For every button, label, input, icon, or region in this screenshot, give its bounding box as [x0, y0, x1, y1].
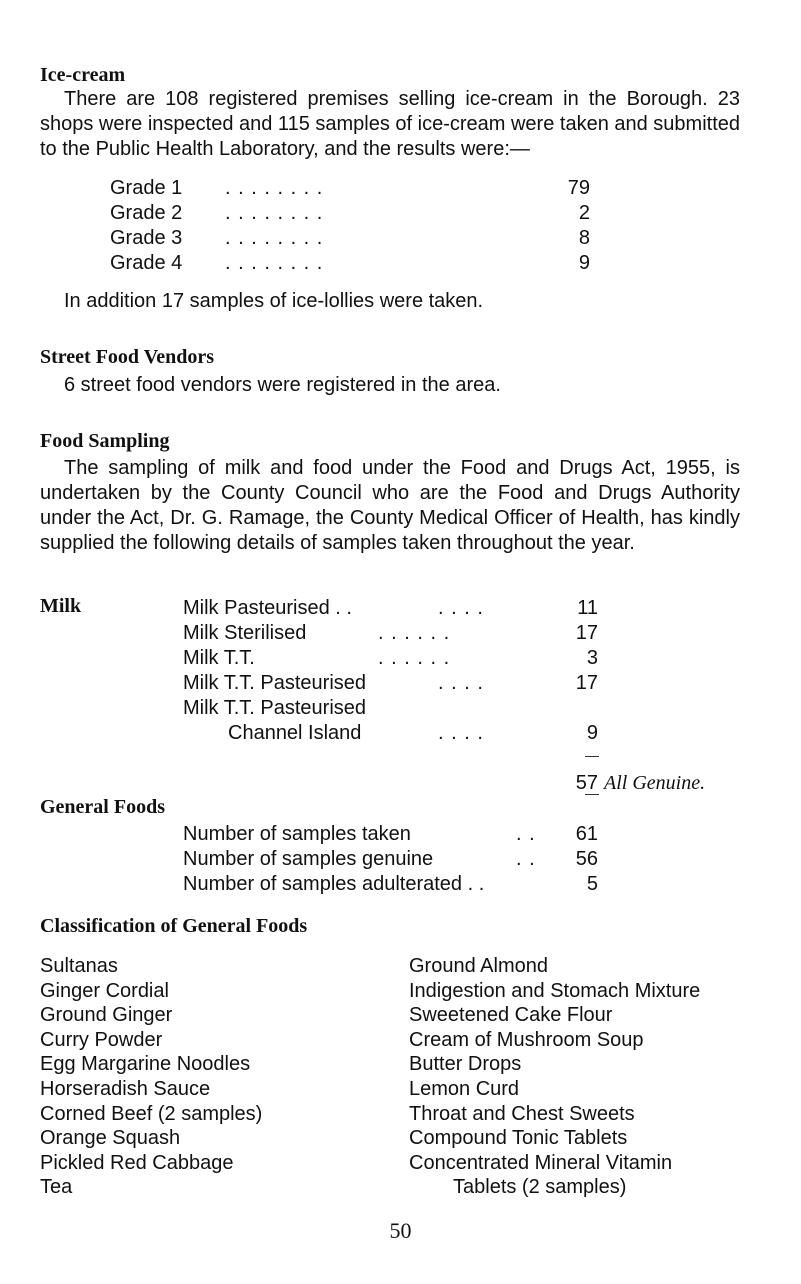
milk-value: 17	[575, 622, 598, 644]
grade-row	[110, 176, 590, 201]
grade-row	[110, 201, 590, 226]
list-item: Orange Squash	[40, 1127, 181, 1150]
street-food-text: 6 street food vendors were registered in the area.	[64, 374, 501, 396]
food-sampling-heading: Food Sampling	[40, 430, 170, 452]
classification-list-right	[409, 954, 700, 1200]
general-foods-value: 56	[575, 848, 598, 870]
milk-label: Milk Sterilised	[183, 622, 307, 644]
general-foods-row	[183, 872, 598, 897]
milk-label: Channel Island	[228, 722, 362, 744]
milk-row	[183, 671, 598, 696]
milk-total-rule-top	[585, 756, 599, 757]
list-item: Ground Ginger	[40, 1004, 173, 1027]
page-number: 50	[389, 1218, 412, 1243]
milk-value: 11	[577, 597, 598, 619]
milk-leader-dots: . . . .	[438, 597, 484, 619]
list-item: Sultanas	[40, 955, 118, 977]
general-foods-leader-dots: . .	[516, 848, 536, 870]
general-foods-leader-dots: . .	[516, 823, 536, 845]
milk-value: 3	[586, 647, 598, 669]
grade-label: Grade 4	[110, 252, 183, 274]
list-item: Ginger Cordial	[40, 979, 169, 1002]
milk-row	[183, 646, 598, 671]
list-item: Butter Drops	[409, 1053, 522, 1076]
general-foods-label: Number of samples genuine	[183, 848, 434, 870]
list-item: Egg Margarine Noodles	[40, 1053, 251, 1076]
grade-row	[110, 251, 590, 276]
list-item: Ground Almond	[409, 955, 548, 977]
grade-label: Grade 1	[110, 177, 183, 199]
grade-leader-dots: . . . . . . . .	[225, 252, 324, 274]
list-item: Indigestion and Stomach Mixture	[409, 979, 701, 1002]
grade-value: 8	[578, 227, 590, 249]
general-foods-heading: General Foods	[40, 796, 165, 818]
milk-row	[183, 721, 598, 746]
general-foods-value: 5	[586, 873, 598, 895]
general-foods-label: Number of samples taken	[183, 823, 411, 845]
general-foods-label: Number of samples adulterated . .	[183, 873, 485, 895]
milk-value: 17	[575, 672, 598, 694]
general-foods-row	[183, 822, 598, 847]
milk-row	[183, 621, 598, 646]
food-sampling-paragraph	[40, 456, 740, 556]
grade-value: 2	[578, 202, 590, 224]
ice-cream-heading: Ice-cream	[40, 64, 126, 86]
list-item: Corned Beef (2 samples)	[40, 1102, 263, 1125]
milk-total-note: All Genuine.	[604, 772, 706, 794]
street-food-heading: Street Food Vendors	[40, 346, 215, 368]
grade-leader-dots: . . . . . . . .	[225, 177, 324, 199]
general-foods-row	[183, 847, 598, 872]
grade-label: Grade 2	[110, 202, 183, 224]
list-item: Lemon Curd	[409, 1077, 520, 1100]
milk-label: Milk T.T.	[183, 647, 255, 669]
milk-total-rule-bottom	[585, 794, 599, 795]
milk-total: 57	[575, 772, 598, 794]
grade-leader-dots: . . . . . . . .	[225, 202, 324, 224]
classification-list-left	[40, 954, 262, 1200]
list-item: Sweetened Cake Flour	[409, 1004, 613, 1027]
list-item: Tablets (2 samples)	[453, 1176, 627, 1199]
milk-row	[183, 596, 598, 621]
list-item: Tea	[40, 1176, 73, 1199]
list-item: Throat and Chest Sweets	[409, 1102, 635, 1125]
grade-value: 9	[578, 252, 590, 274]
ice-cream-paragraph	[40, 87, 740, 162]
ice-cream-paragraph-text: There are 108 registered premises selling ice-cream in the Borough. 23 shops were inspected and 115 samples of ice-cream were taken and submitted to the Public Health Laboratory, and the results were:—	[40, 88, 741, 160]
list-item: Curry Powder	[40, 1028, 163, 1051]
list-item: Horseradish Sauce	[40, 1077, 211, 1100]
general-foods-value: 61	[575, 823, 598, 845]
grade-value: 79	[567, 177, 590, 199]
milk-leader-dots: . . . . . .	[378, 622, 451, 644]
list-item: Pickled Red Cabbage	[40, 1151, 234, 1174]
milk-label: Milk T.T. Pasteurised	[183, 672, 367, 694]
list-item: Compound Tonic Tablets	[409, 1127, 628, 1150]
milk-heading: Milk	[40, 595, 82, 617]
milk-label: Milk Pasteurised . .	[183, 597, 352, 619]
milk-leader-dots: . . . .	[438, 672, 484, 694]
grade-label: Grade 3	[110, 227, 183, 249]
list-item: Concentrated Mineral Vitamin	[409, 1151, 673, 1174]
classification-heading: Classification of General Foods	[40, 915, 308, 937]
list-item: Cream of Mushroom Soup	[409, 1028, 644, 1051]
milk-value: 9	[586, 722, 598, 744]
milk-label: Milk T.T. Pasteurised	[183, 697, 367, 719]
grade-leader-dots: . . . . . . . .	[225, 227, 324, 249]
milk-leader-dots: . . . . . .	[378, 647, 451, 669]
grade-row	[110, 226, 590, 251]
food-sampling-paragraph-text: The sampling of milk and food under the Food and Drugs Act, 1955, is undertaken by the County Council who are the Food and Drugs Authority under the Act, Dr. G. Ramage, the County Medical Officer of Health, has kindly supplied the following details of samples taken throughout the year.	[40, 457, 740, 554]
milk-row	[183, 696, 598, 721]
milk-leader-dots: . . . .	[438, 722, 484, 744]
ice-lollies-note: In addition 17 samples of ice-lollies were taken.	[64, 290, 484, 312]
